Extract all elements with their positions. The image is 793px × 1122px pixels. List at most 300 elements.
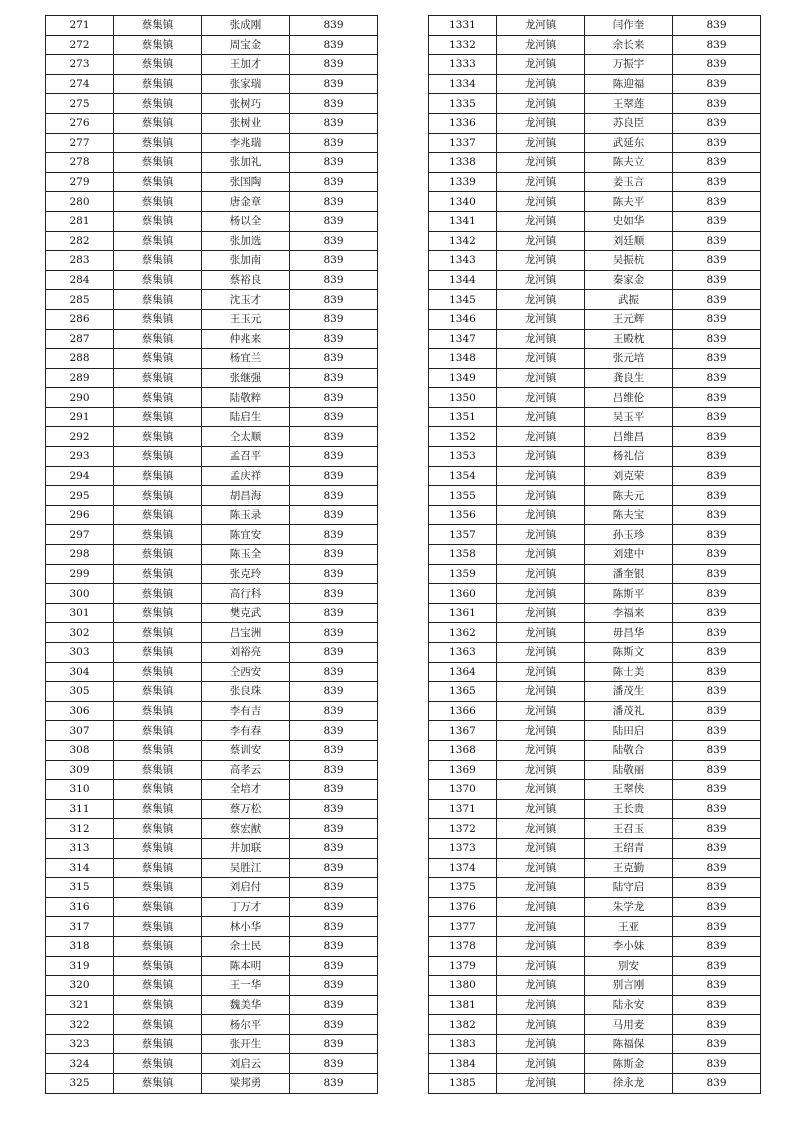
name-cell: 王玉元 <box>202 309 290 329</box>
amount-cell: 839 <box>673 74 761 94</box>
town-cell: 龙河镇 <box>497 1034 585 1054</box>
row-number-cell: 1364 <box>429 662 497 682</box>
name-cell: 别言刚 <box>585 976 673 996</box>
name-cell: 陈士美 <box>585 662 673 682</box>
name-cell: 陆启生 <box>202 407 290 427</box>
amount-cell: 839 <box>673 486 761 506</box>
amount-cell: 839 <box>290 780 378 800</box>
town-cell: 龙河镇 <box>497 466 585 486</box>
name-cell: 张加礼 <box>202 153 290 173</box>
row-number-cell: 1354 <box>429 466 497 486</box>
table-row <box>46 956 378 976</box>
name-cell: 杨以全 <box>202 211 290 231</box>
town-cell: 龙河镇 <box>497 740 585 760</box>
town-cell: 蔡集镇 <box>114 662 202 682</box>
row-number-cell: 293 <box>46 447 114 467</box>
table-row <box>46 525 378 545</box>
amount-cell: 839 <box>673 466 761 486</box>
row-number-cell: 1355 <box>429 486 497 506</box>
town-cell: 蔡集镇 <box>114 643 202 663</box>
row-number-cell: 1369 <box>429 760 497 780</box>
name-cell: 武振 <box>585 290 673 310</box>
row-number-cell: 295 <box>46 486 114 506</box>
table-row <box>46 55 378 75</box>
row-number-cell: 1347 <box>429 329 497 349</box>
town-cell: 龙河镇 <box>497 55 585 75</box>
table-row <box>429 721 761 741</box>
town-cell: 蔡集镇 <box>114 701 202 721</box>
amount-cell: 839 <box>673 270 761 290</box>
table-row <box>46 466 378 486</box>
town-cell: 龙河镇 <box>497 153 585 173</box>
town-cell: 蔡集镇 <box>114 740 202 760</box>
town-cell: 蔡集镇 <box>114 545 202 565</box>
table-row <box>46 1034 378 1054</box>
table-row <box>46 1015 378 1035</box>
name-cell: 梁邦勇 <box>202 1074 290 1094</box>
row-number-cell: 1343 <box>429 251 497 271</box>
row-number-cell: 1357 <box>429 525 497 545</box>
town-cell: 蔡集镇 <box>114 309 202 329</box>
town-cell: 龙河镇 <box>497 133 585 153</box>
name-cell: 朱学龙 <box>585 897 673 917</box>
table-row <box>46 878 378 898</box>
amount-cell: 839 <box>673 643 761 663</box>
town-cell: 龙河镇 <box>497 94 585 114</box>
name-cell: 毋昌华 <box>585 623 673 643</box>
row-number-cell: 1345 <box>429 290 497 310</box>
table-row <box>429 113 761 133</box>
table-row <box>429 623 761 643</box>
town-cell: 龙河镇 <box>497 231 585 251</box>
table-row <box>429 349 761 369</box>
town-cell: 龙河镇 <box>497 1074 585 1094</box>
row-number-cell: 298 <box>46 545 114 565</box>
row-number-cell: 300 <box>46 584 114 604</box>
row-number-cell: 1373 <box>429 838 497 858</box>
row-number-cell: 1363 <box>429 643 497 663</box>
amount-cell: 839 <box>290 329 378 349</box>
amount-cell: 839 <box>290 368 378 388</box>
town-cell: 龙河镇 <box>497 368 585 388</box>
amount-cell: 839 <box>290 603 378 623</box>
name-cell: 王克勤 <box>585 858 673 878</box>
name-cell: 陆永安 <box>585 995 673 1015</box>
table-row <box>429 1015 761 1035</box>
row-number-cell: 278 <box>46 153 114 173</box>
town-cell: 龙河镇 <box>497 290 585 310</box>
row-number-cell: 277 <box>46 133 114 153</box>
row-number-cell: 1375 <box>429 878 497 898</box>
town-cell: 龙河镇 <box>497 251 585 271</box>
row-number-cell: 315 <box>46 878 114 898</box>
name-cell: 蔡训安 <box>202 740 290 760</box>
town-cell: 龙河镇 <box>497 486 585 506</box>
amount-cell: 839 <box>673 603 761 623</box>
town-cell: 蔡集镇 <box>114 799 202 819</box>
amount-cell: 839 <box>673 505 761 525</box>
amount-cell: 839 <box>290 505 378 525</box>
town-cell: 蔡集镇 <box>114 1034 202 1054</box>
town-cell: 龙河镇 <box>497 388 585 408</box>
town-cell: 蔡集镇 <box>114 623 202 643</box>
row-number-cell: 1384 <box>429 1054 497 1074</box>
amount-cell: 839 <box>673 329 761 349</box>
amount-cell: 839 <box>673 740 761 760</box>
table-row <box>46 643 378 663</box>
amount-cell: 839 <box>290 878 378 898</box>
town-cell: 龙河镇 <box>497 192 585 212</box>
town-cell: 龙河镇 <box>497 211 585 231</box>
name-cell: 吴玉平 <box>585 407 673 427</box>
amount-cell: 839 <box>290 662 378 682</box>
table-row <box>429 819 761 839</box>
town-cell: 龙河镇 <box>497 701 585 721</box>
name-cell: 陈斯平 <box>585 584 673 604</box>
name-cell: 刘廷顺 <box>585 231 673 251</box>
table-row <box>429 231 761 251</box>
town-cell: 蔡集镇 <box>114 838 202 858</box>
table-row <box>429 564 761 584</box>
table-row <box>429 388 761 408</box>
table-row <box>46 858 378 878</box>
row-number-cell: 304 <box>46 662 114 682</box>
table-row <box>429 701 761 721</box>
town-cell: 蔡集镇 <box>114 16 202 36</box>
table-row <box>429 290 761 310</box>
name-cell: 王亚 <box>585 917 673 937</box>
table-row <box>429 662 761 682</box>
amount-cell: 839 <box>673 878 761 898</box>
town-cell: 龙河镇 <box>497 35 585 55</box>
town-cell: 蔡集镇 <box>114 1015 202 1035</box>
amount-cell: 839 <box>673 584 761 604</box>
row-number-cell: 324 <box>46 1054 114 1074</box>
table-row <box>46 94 378 114</box>
table-row <box>46 427 378 447</box>
table-row <box>429 466 761 486</box>
name-cell: 潘奎银 <box>585 564 673 584</box>
name-cell: 吕维伦 <box>585 388 673 408</box>
table-row <box>429 329 761 349</box>
amount-cell: 839 <box>673 564 761 584</box>
name-cell: 潘茂生 <box>585 682 673 702</box>
table-row <box>429 270 761 290</box>
amount-cell: 839 <box>673 623 761 643</box>
amount-cell: 839 <box>673 113 761 133</box>
town-cell: 龙河镇 <box>497 643 585 663</box>
amount-cell: 839 <box>290 545 378 565</box>
amount-cell: 839 <box>673 153 761 173</box>
table-row <box>429 251 761 271</box>
table-row <box>46 35 378 55</box>
name-cell: 陈宜安 <box>202 525 290 545</box>
row-number-cell: 296 <box>46 505 114 525</box>
name-cell: 井加联 <box>202 838 290 858</box>
town-cell: 蔡集镇 <box>114 819 202 839</box>
town-cell: 蔡集镇 <box>114 113 202 133</box>
amount-cell: 839 <box>290 1034 378 1054</box>
name-cell: 仝西安 <box>202 662 290 682</box>
amount-cell: 839 <box>290 995 378 1015</box>
row-number-cell: 311 <box>46 799 114 819</box>
name-cell: 孟召平 <box>202 447 290 467</box>
table-row <box>429 525 761 545</box>
name-cell: 陈迎福 <box>585 74 673 94</box>
table-row <box>429 643 761 663</box>
name-cell: 蔡万松 <box>202 799 290 819</box>
row-number-cell: 1331 <box>429 16 497 36</box>
name-cell: 陈玉录 <box>202 505 290 525</box>
name-cell: 张元培 <box>585 349 673 369</box>
amount-cell: 839 <box>290 897 378 917</box>
name-cell: 李福来 <box>585 603 673 623</box>
row-number-cell: 272 <box>46 35 114 55</box>
town-cell: 蔡集镇 <box>114 466 202 486</box>
row-number-cell: 1342 <box>429 231 497 251</box>
name-cell: 胡昌海 <box>202 486 290 506</box>
amount-cell: 839 <box>290 917 378 937</box>
town-cell: 蔡集镇 <box>114 995 202 1015</box>
amount-cell: 839 <box>290 290 378 310</box>
name-cell: 史如华 <box>585 211 673 231</box>
name-cell: 王加才 <box>202 55 290 75</box>
town-cell: 蔡集镇 <box>114 603 202 623</box>
amount-cell: 839 <box>290 643 378 663</box>
town-cell: 蔡集镇 <box>114 349 202 369</box>
name-cell: 陆敬粹 <box>202 388 290 408</box>
table-row <box>429 545 761 565</box>
table-row <box>429 780 761 800</box>
table-row <box>46 721 378 741</box>
table-row <box>429 74 761 94</box>
name-cell: 杨尔平 <box>202 1015 290 1035</box>
town-cell: 蔡集镇 <box>114 780 202 800</box>
town-cell: 蔡集镇 <box>114 290 202 310</box>
amount-cell: 839 <box>673 956 761 976</box>
table-row <box>429 936 761 956</box>
row-number-cell: 276 <box>46 113 114 133</box>
table-row <box>46 172 378 192</box>
name-cell: 潘茂礼 <box>585 701 673 721</box>
name-cell: 林小华 <box>202 917 290 937</box>
town-cell: 蔡集镇 <box>114 211 202 231</box>
amount-cell: 839 <box>673 94 761 114</box>
amount-cell: 839 <box>673 447 761 467</box>
amount-cell: 839 <box>673 780 761 800</box>
amount-cell: 839 <box>673 819 761 839</box>
name-cell: 王长贵 <box>585 799 673 819</box>
row-number-cell: 1378 <box>429 936 497 956</box>
name-cell: 闫作奎 <box>585 16 673 36</box>
table-row <box>46 838 378 858</box>
amount-cell: 839 <box>290 55 378 75</box>
row-number-cell: 316 <box>46 897 114 917</box>
amount-cell: 839 <box>673 1015 761 1035</box>
town-cell: 蔡集镇 <box>114 133 202 153</box>
name-cell: 张成刚 <box>202 16 290 36</box>
table-row <box>46 564 378 584</box>
town-cell: 龙河镇 <box>497 447 585 467</box>
table-row <box>429 740 761 760</box>
amount-cell: 839 <box>673 309 761 329</box>
row-number-cell: 1346 <box>429 309 497 329</box>
amount-cell: 839 <box>290 270 378 290</box>
row-number-cell: 1376 <box>429 897 497 917</box>
row-number-cell: 292 <box>46 427 114 447</box>
amount-cell: 839 <box>290 1074 378 1094</box>
amount-cell: 839 <box>290 701 378 721</box>
row-number-cell: 1374 <box>429 858 497 878</box>
left-roster-body <box>46 16 378 1094</box>
town-cell: 蔡集镇 <box>114 1074 202 1094</box>
amount-cell: 839 <box>290 838 378 858</box>
name-cell: 秦家金 <box>585 270 673 290</box>
table-row <box>429 956 761 976</box>
amount-cell: 839 <box>673 1054 761 1074</box>
row-number-cell: 312 <box>46 819 114 839</box>
name-cell: 杨礼信 <box>585 447 673 467</box>
town-cell: 龙河镇 <box>497 545 585 565</box>
town-cell: 蔡集镇 <box>114 858 202 878</box>
town-cell: 蔡集镇 <box>114 94 202 114</box>
table-row <box>46 623 378 643</box>
amount-cell: 839 <box>290 1015 378 1035</box>
name-cell: 王翠侠 <box>585 780 673 800</box>
table-row <box>46 701 378 721</box>
row-number-cell: 1348 <box>429 349 497 369</box>
town-cell: 蔡集镇 <box>114 976 202 996</box>
amount-cell: 839 <box>673 192 761 212</box>
row-number-cell: 1332 <box>429 35 497 55</box>
name-cell: 高行科 <box>202 584 290 604</box>
amount-cell: 839 <box>673 838 761 858</box>
amount-cell: 839 <box>290 819 378 839</box>
row-number-cell: 279 <box>46 172 114 192</box>
amount-cell: 839 <box>290 760 378 780</box>
amount-cell: 839 <box>290 407 378 427</box>
town-cell: 蔡集镇 <box>114 760 202 780</box>
row-number-cell: 281 <box>46 211 114 231</box>
table-row <box>46 329 378 349</box>
amount-cell: 839 <box>290 936 378 956</box>
town-cell: 蔡集镇 <box>114 682 202 702</box>
amount-cell: 839 <box>290 486 378 506</box>
row-number-cell: 1350 <box>429 388 497 408</box>
amount-cell: 839 <box>290 427 378 447</box>
table-row <box>429 192 761 212</box>
town-cell: 龙河镇 <box>497 113 585 133</box>
table-row <box>46 270 378 290</box>
table-row <box>46 1054 378 1074</box>
amount-cell: 839 <box>290 172 378 192</box>
name-cell: 吕宝洲 <box>202 623 290 643</box>
amount-cell: 839 <box>290 623 378 643</box>
town-cell: 蔡集镇 <box>114 486 202 506</box>
table-row <box>46 584 378 604</box>
amount-cell: 839 <box>673 172 761 192</box>
town-cell: 蔡集镇 <box>114 368 202 388</box>
row-number-cell: 290 <box>46 388 114 408</box>
town-cell: 龙河镇 <box>497 1015 585 1035</box>
name-cell: 张加南 <box>202 251 290 271</box>
name-cell: 樊克武 <box>202 603 290 623</box>
name-cell: 蔡宏猷 <box>202 819 290 839</box>
amount-cell: 839 <box>290 309 378 329</box>
name-cell: 沈玉才 <box>202 290 290 310</box>
town-cell: 蔡集镇 <box>114 1054 202 1074</box>
row-number-cell: 1338 <box>429 153 497 173</box>
name-cell: 陈夫元 <box>585 486 673 506</box>
name-cell: 全培才 <box>202 780 290 800</box>
table-row <box>429 486 761 506</box>
name-cell: 王殿枕 <box>585 329 673 349</box>
name-cell: 别安 <box>585 956 673 976</box>
town-cell: 蔡集镇 <box>114 897 202 917</box>
row-number-cell: 1335 <box>429 94 497 114</box>
town-cell: 蔡集镇 <box>114 35 202 55</box>
town-cell: 蔡集镇 <box>114 447 202 467</box>
table-row <box>429 584 761 604</box>
town-cell: 蔡集镇 <box>114 388 202 408</box>
row-number-cell: 275 <box>46 94 114 114</box>
row-number-cell: 282 <box>46 231 114 251</box>
row-number-cell: 273 <box>46 55 114 75</box>
town-cell: 蔡集镇 <box>114 505 202 525</box>
table-row <box>429 153 761 173</box>
row-number-cell: 1334 <box>429 74 497 94</box>
town-cell: 龙河镇 <box>497 329 585 349</box>
row-number-cell: 1370 <box>429 780 497 800</box>
amount-cell: 839 <box>673 1074 761 1094</box>
row-number-cell: 287 <box>46 329 114 349</box>
amount-cell: 839 <box>290 1054 378 1074</box>
row-number-cell: 1379 <box>429 956 497 976</box>
table-row <box>429 838 761 858</box>
name-cell: 刘克荣 <box>585 466 673 486</box>
name-cell: 张家瑞 <box>202 74 290 94</box>
table-row <box>46 603 378 623</box>
town-cell: 龙河镇 <box>497 917 585 937</box>
amount-cell: 839 <box>290 74 378 94</box>
row-number-cell: 302 <box>46 623 114 643</box>
row-number-cell: 1362 <box>429 623 497 643</box>
name-cell: 魏美华 <box>202 995 290 1015</box>
table-row <box>46 799 378 819</box>
town-cell: 龙河镇 <box>497 858 585 878</box>
table-row <box>429 505 761 525</box>
amount-cell: 839 <box>673 290 761 310</box>
amount-cell: 839 <box>673 231 761 251</box>
table-row <box>46 995 378 1015</box>
town-cell: 蔡集镇 <box>114 270 202 290</box>
amount-cell: 839 <box>673 1034 761 1054</box>
town-cell: 龙河镇 <box>497 878 585 898</box>
table-row <box>429 309 761 329</box>
table-row <box>429 995 761 1015</box>
town-cell: 龙河镇 <box>497 16 585 36</box>
amount-cell: 839 <box>290 251 378 271</box>
row-number-cell: 1377 <box>429 917 497 937</box>
table-row <box>46 192 378 212</box>
table-row <box>429 799 761 819</box>
row-number-cell: 1367 <box>429 721 497 741</box>
row-number-cell: 1366 <box>429 701 497 721</box>
table-row <box>46 211 378 231</box>
amount-cell: 839 <box>673 133 761 153</box>
name-cell: 唐金章 <box>202 192 290 212</box>
town-cell: 蔡集镇 <box>114 936 202 956</box>
